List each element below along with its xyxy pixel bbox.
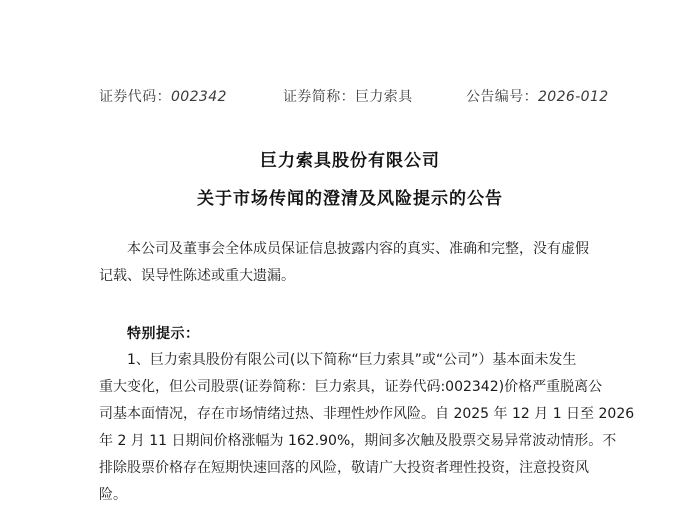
document-title: 关于市场传闻的澄清及风险提示的公告: [197, 189, 503, 209]
item-line: 年 2 月 11 日期间价格涨幅为 162.90%，期间多次触及股票交易异常波动情形。不: [99, 433, 617, 449]
item-line: 司基本面情况，存在市场情绪过热、非理性炒作风险。自 2025 年 12 月 1 日至 2026: [99, 406, 635, 422]
security-code-value: 002342: [171, 89, 227, 105]
special-notice-heading: 特别提示：: [127, 326, 200, 342]
security-code: [99, 86, 227, 106]
announcement-number-label: 公告编号：: [466, 89, 538, 105]
announcement-number-value: 2026-012: [538, 89, 609, 105]
security-code-label: 证券代码：: [99, 89, 171, 105]
announcement-number: [466, 86, 609, 106]
statement-line: 本公司及董事会全体成员保证信息披露内容的真实、准确和完整，没有虚假: [127, 241, 589, 257]
item-line: 重大变化，但公司股票(证券简称：巨力索具，证券代码:002342)价格严重脱离公: [99, 379, 603, 395]
header-row: [0, 86, 700, 106]
board-statement: [99, 236, 609, 290]
item-line: 排除股票价格存在短期快速回落的风险，敬请广大投资者理性投资，注意投资风: [99, 460, 589, 476]
security-short-name-label: 证券简称：: [283, 89, 355, 105]
notice-item-1: [99, 347, 635, 509]
item-line: 1、巨力索具股份有限公司(以下简称“巨力索具”或“公司”）基本面未发生: [127, 352, 577, 368]
security-short-name: [283, 86, 413, 106]
statement-line: 记载、误导性陈述或重大遗漏。: [99, 268, 295, 284]
security-short-name-value: 巨力索具: [355, 89, 413, 105]
item-line: 险。: [99, 487, 127, 503]
company-name: 巨力索具股份有限公司: [260, 151, 440, 171]
